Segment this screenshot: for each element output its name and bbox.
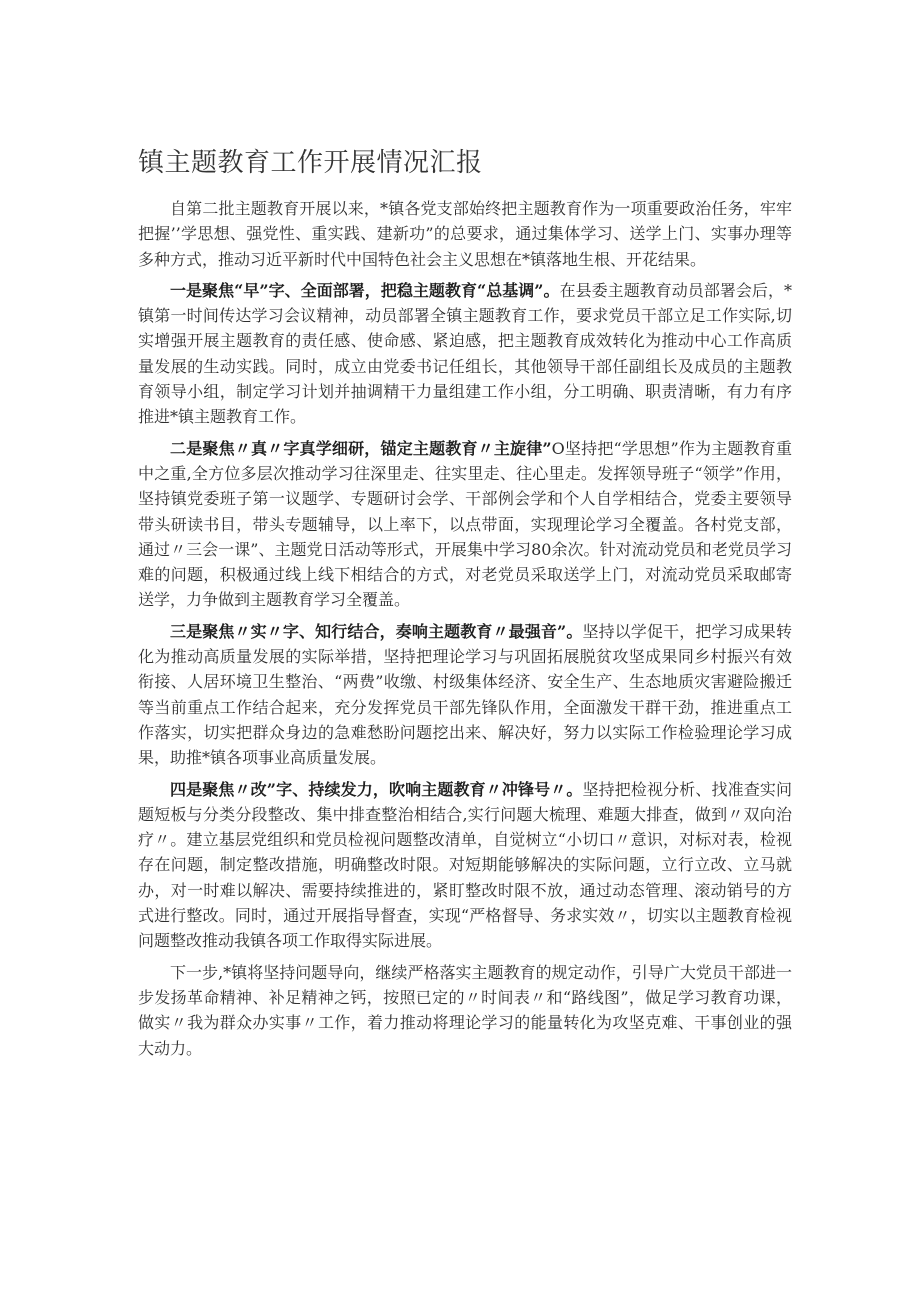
closing-paragraph: 下一步,*镇将坚持问题导向，继续严格落实主题教育的规定动作，引导广大党员干部进一步发扬革命精神、补足精神之钙，按照已定的〃时间表〃和“路线图”，做足学习教育功课，做实〃我为群众办实事〃工作，着力推动将理论学习的能量转化为攻坚克难、干事创业的强大动力。 <box>138 962 792 1058</box>
section-text-2: O坚持把“学思想”作为主题教育重中之重,全方位多层次推动学习往深里走、往实里走、往心里走。发挥领导班子“领学”作用，坚持镇党委班子第一议题学、专题研讨会学、干部例会学和个人自学相结合，党委主要领导带头研读书目，带头专题辅导，以上率下，以点带面，实现理论学习全覆盖。各村党支部，通过〃三会一课”、主题党日活动等形式，开展集中学习80余次。针对流动党员和老党员学习难的问题，积极通过线上线下相结合的方式，对老党员采取送学上门，对流动党员采取邮寄送学，力争做到主题教育学习全覆盖。 <box>138 438 792 610</box>
section-paragraph-2 <box>138 436 792 613</box>
section-text-3: 坚持以学促干，把学习成果转化为推动高质量发展的实际举措，坚持把理论学习与巩固拓展脱贫攻坚成果同乡村振兴有效衔接、人居环境卫生整治、“两费”收缴、村级集体经济、安全生产、生态地质灾害避险搬迁等当前重点工作结合起来，充分发挥党员干部先锋队作用，全面激发干群干劲，推进重点工作落实，切实把群众身边的急难愁盼问题挖出来、解决好，努力以实际工作检验理论学习成果，助推*镇各项事业高质量发展。 <box>138 621 792 768</box>
section-paragraph-1 <box>138 278 792 430</box>
section-paragraph-4 <box>138 777 792 954</box>
intro-paragraph: 自第二批主题教育开展以来，*镇各党支部始终把主题教育作为一项重要政治任务，牢牢把握’’学思想、强党性、重实践、建新功”的总要求，通过集体学习、送学上门、实事办理等多种方式，推动习近平新时代中国特色社会主义思想在*镇落地生根、开花结果。 <box>138 199 792 269</box>
section-paragraph-3 <box>138 619 792 771</box>
document-title: 镇主题教育工作开展情况汇报 <box>138 148 483 178</box>
section-heading-1: 一是聚焦“早”字、全面部署，把稳主题教育“总基调”。 <box>170 280 560 300</box>
section-heading-4: 四是聚焦〃改”字、持续发力，吹响主题教育〃冲锋号〃。 <box>170 779 583 799</box>
section-text-1: 在县委主题教育动员部署会后，*镇第一时间传达学习会议精神，动员部署全镇主题教育工作，要求党员干部立足工作实际,切实增强开展主题教育的责任感、使命感、紧迫感，把主题教育成效转化为推动中心工作高质量发展的生动实践。同时，成立由党委书记任组长，其他领导干部任副组长及成员的主题教育领导小组，制定学习计划并抽调精干力量组建工作小组，分工明确、职责清晰，有力有序推进*镇主题教育工作。 <box>138 280 792 427</box>
section-text-4: 坚持把检视分析、找准查实问题短板与分类分段整改、集中排查整治相结合,实行问题大梳理、难题大排查，做到〃双向治疗〃。建立基层党组织和党员检视问题整改清单，自觉树立“小切口〃意识，对标对表，检视存在问题，制定整改措施，明确整改时限。对短期能够解决的实际问题，立行立改、立马就办，对一时难以解决、需要持续推进的，紧盯整改时限不放，通过动态管理、滚动销号的方式进行整改。同时，通过开展指导督查，实现“严格督导、务求实效〃，切实以主题教育检视问题整改推动我镇各项工作取得实际进展。 <box>138 779 792 951</box>
document-body <box>138 196 792 1067</box>
section-heading-2: 二是聚焦〃真〃字真学细研，锚定主题教育〃主旋律” <box>170 438 552 458</box>
section-heading-3: 三是聚焦〃实〃字、知行结合，奏响主题教育〃最强音”。 <box>170 621 583 641</box>
